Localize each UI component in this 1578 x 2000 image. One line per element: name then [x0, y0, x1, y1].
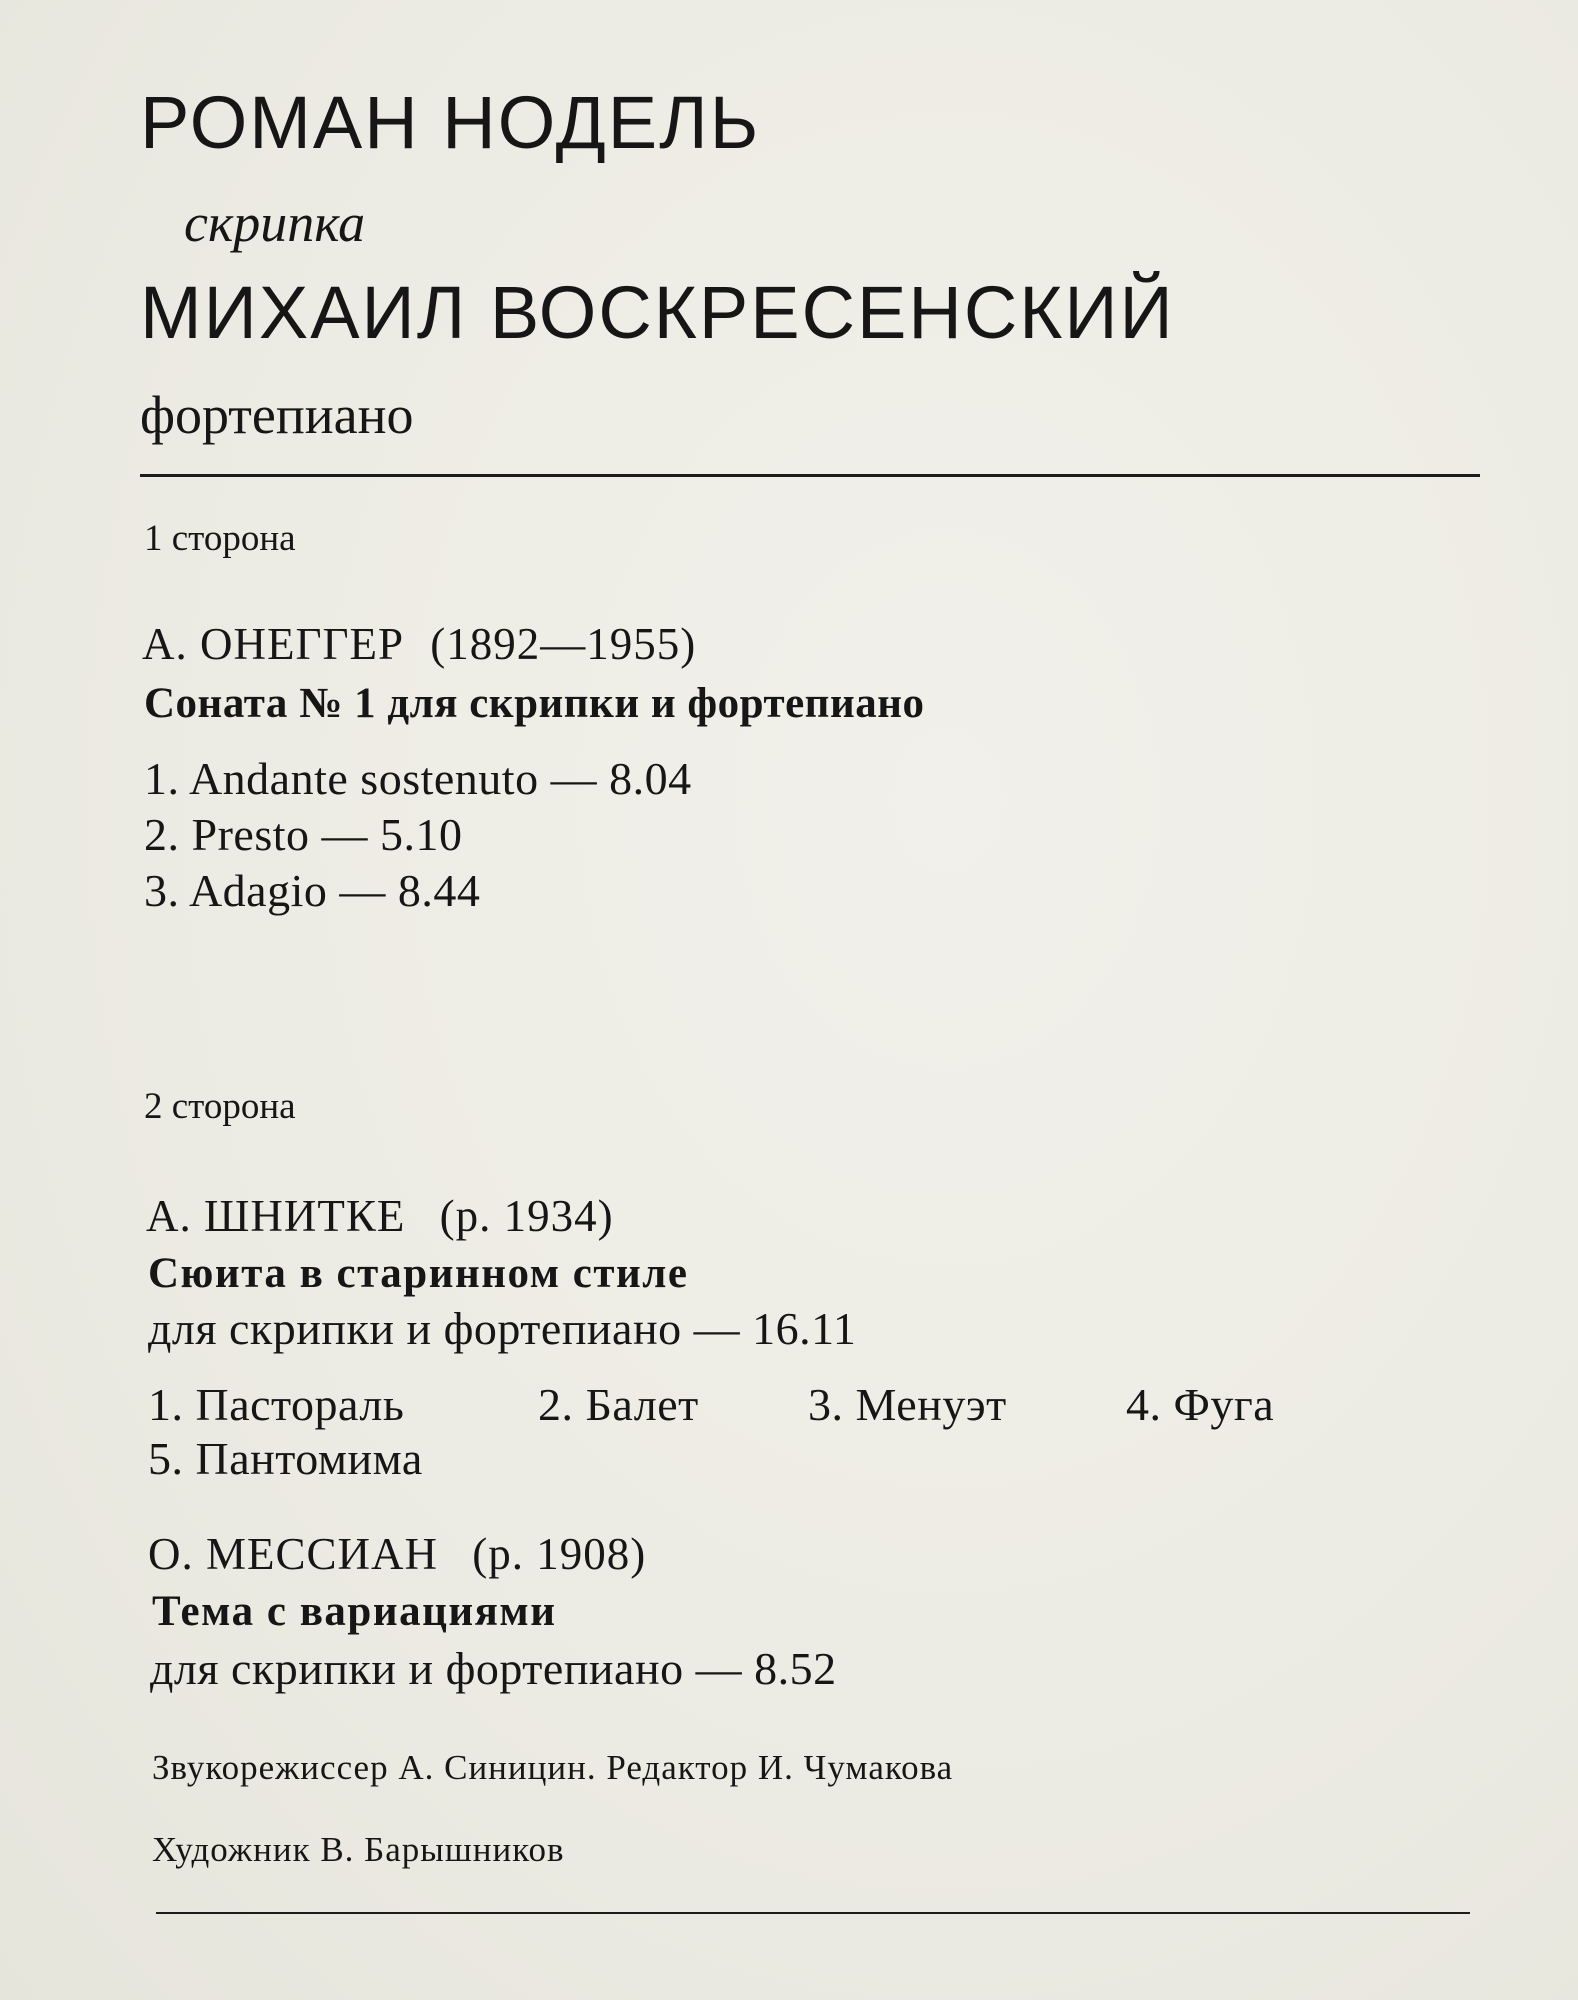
composer-dates: (р. 1934): [439, 1191, 614, 1241]
work-subtitle: для скрипки и фортепиано — 8.52: [150, 1643, 837, 1694]
movement-item: 3. Менуэт: [808, 1379, 1007, 1430]
work-title-theme: Тема с вариациями: [152, 1588, 557, 1635]
header-divider: [140, 474, 1480, 477]
performer-2-name: МИХАИЛ ВОСКРЕСЕНСКИЙ: [140, 271, 1175, 354]
work-title-suite: Сюита в старинном стиле: [148, 1250, 689, 1297]
composer-name: О. МЕССИАН: [148, 1529, 439, 1579]
composer-dates: (1892—1955): [430, 619, 697, 669]
side-2-label: 2 сторона: [144, 1086, 296, 1127]
movement-item: 5. Пантомима: [148, 1433, 423, 1484]
performer-2-instrument: фортепиано: [140, 385, 414, 445]
composer-schnittke: [146, 1191, 614, 1241]
movement-item: 2. Балет: [538, 1379, 699, 1430]
movement-item: 1. Andante sostenuto — 8.04: [144, 753, 692, 804]
composer-name: А. ОНЕГГЕР: [142, 619, 405, 669]
work-subtitle: для скрипки и фортепиано — 16.11: [148, 1303, 857, 1354]
movement-item: 4. Фуга: [1126, 1379, 1275, 1430]
credits-line-2: Художник В. Барышников: [152, 1830, 565, 1869]
movement-item: 1. Пастораль: [148, 1379, 405, 1430]
composer-messiaen: [148, 1529, 647, 1579]
composer-name: А. ШНИТКЕ: [146, 1191, 406, 1241]
footer-divider: [156, 1912, 1470, 1914]
composer-honegger: [142, 619, 697, 669]
performer-1-instrument: скрипка: [184, 193, 366, 253]
credits-line-1: Звукорежиссер А. Синицин. Редактор И. Чумакова: [152, 1748, 954, 1787]
side-1-label: 1 сторона: [144, 518, 296, 559]
movement-item: 3. Adagio — 8.44: [144, 865, 481, 916]
performer-1-name: РОМАН НОДЕЛЬ: [140, 81, 761, 164]
composer-dates: (р. 1908): [472, 1529, 647, 1579]
movement-item: 2. Presto — 5.10: [144, 809, 463, 860]
work-title-sonata: Соната № 1 для скрипки и фортепиано: [144, 680, 925, 727]
